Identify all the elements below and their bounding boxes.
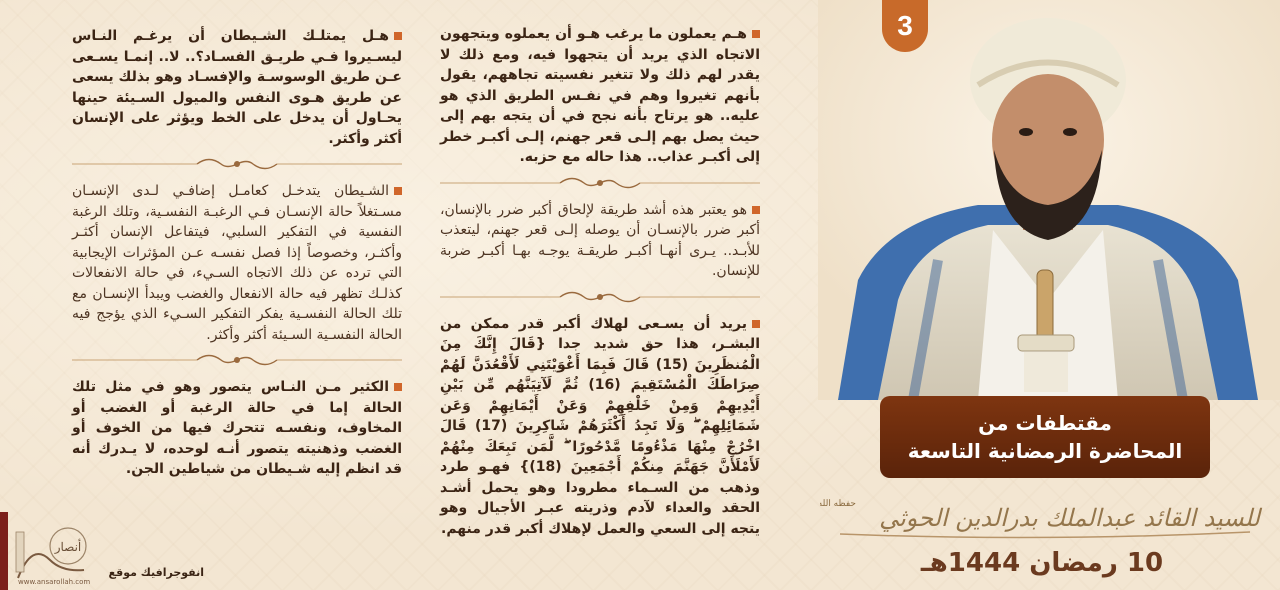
bullet-square-icon (394, 32, 402, 40)
text-column-right (440, 24, 760, 539)
paragraph-text: الشـيطان يتدخـل كعامـل إضافـي لـدى الإنسـان مسـتغلاً حالة الإنسـان فـي الرغبـة النفسـية، وتلك الرغبة النفسية في التفكير السلبي، فيتفاعل الإنسان أكثـر وأكثـر، وخصوصاً إذا فصل نفسـه عـن المؤثرات الإيجابية التي ترده عن ذلك الاتجاه السـيء، في حالة الانفعالات كذلـك تظهر فيه حالة الانفعال والغضب ويبدأ الإنسـان مع تلك الحالة النفسـية يفكر التفكير السـيء الذي يؤجج فيه الحالة النفسـية السـيئة أكثر وأكثر. (72, 183, 402, 343)
paragraph-text: هـل يمتلـك الشـيطان أن يرغـم النـاس ليسـيروا فـي طريـق الفسـاد؟.. لا.. إنمـا يسـعى عـن طريق الوسوسـة والإفسـاد وهو بذلك يسعى عن طريق هـوى النفس والميول السـيئة حينها يحـاول أن يدخل على الخط ويؤثر على الإنسان أكثر وأكثر. (72, 28, 402, 147)
edge-strip (0, 512, 8, 590)
speaker-portrait (818, 0, 1280, 400)
svg-text:للسيد القائد عبدالملك بدرالدين: للسيد القائد عبدالملك بدرالدين الحوثي (879, 504, 1260, 532)
paragraph (72, 377, 402, 480)
calligraphy-signature (820, 484, 1270, 544)
section-number-badge: 3 (882, 0, 928, 52)
title-line-1: مقتطفات من (978, 411, 1112, 435)
paragraph-text: هـم يعملون ما يرغب هـو أن يعملوه ويتجهون الاتجاه الذي يريد أن يتجهوا فيه، ومع ذلك لا يقدر لهم ذلك ولا تتغير نفسيته تجاههم، يقول بأنهم تغيروا وهم في نفـس الطريق الذي هو عليه.. هو يرتاح بأنه نجح في أن يتجه بهم إلى حيث يصل بهم إلـى قعر جهنم، إلـى أكبـر خطر إلى أكبـر عذاب.. هذا حاله مع حزبه. (440, 26, 760, 165)
paragraph (72, 26, 402, 149)
logo-url: www.ansarollah.com (18, 578, 91, 586)
text-column-left (72, 26, 402, 480)
svg-text:حفظه الله: حفظه الله (820, 499, 856, 509)
ornament-divider (440, 172, 760, 194)
title-line-2: المحاضرة الرمضانية التاسعة (907, 439, 1183, 463)
footer-infographic-label: انفوجرافيك موقع (108, 566, 204, 579)
paragraph (440, 314, 760, 540)
lecture-date: 10 رمضان 1444هـ (920, 548, 1164, 578)
title-box (880, 396, 1210, 478)
bullet-square-icon (752, 206, 760, 214)
paragraph (72, 181, 402, 345)
ansarollah-logo (12, 520, 92, 586)
ornament-divider (72, 153, 402, 175)
bullet-square-icon (752, 30, 760, 38)
paragraph-text: الكثير مـن النـاس يتصور وهو في مثل تلك الحالة إما في حالة الرغبة أو الغضب أو المخاوف، ونفسـه تتحرك فيها من الخوف أو الغضب وذهنيته يتصور أنـه لوحده، لا يـدرك أنه قد انظم إليه شـيطان من شياطين الجن. (72, 379, 402, 477)
bullet-square-icon (394, 383, 402, 391)
ornament-divider (440, 286, 760, 308)
paragraph (440, 200, 760, 282)
bullet-square-icon (394, 187, 402, 195)
bullet-square-icon (752, 320, 760, 328)
paragraph-text: يريد أن يسـعى لهلاك أكبر قدر ممكن من البشـر، هذا حق شديد جدا {قَالَ إِنَّكَ مِنَ الْمُنظَرِينَ (15) قَالَ فَبِمَا أَغْوَيْتَنِي لَأَقْعُدَنَّ لَهُمْ صِرَاطَكَ الْمُسْتَقِيمَ (16) ثُمَّ لَآتِيَنَّهُم مِّن بَيْنِ أَيْدِيهِمْ وَمِنْ خَلْفِهِمْ وَعَنْ أَيْمَانِهِمْ وَعَن شَمَائِلِهِمْ ۖ وَلَا تَجِدُ أَكْثَرَهُمْ شَاكِرِينَ (17) قَالَ اخْرُجْ مِنْهَا مَذْءُومًا مَّدْحُورًا ۖ لَّمَن تَبِعَكَ مِنْهُمْ لَأَمْلَأَنَّ جَهَنَّمَ مِنكُمْ أَجْمَعِينَ (18)} فهـو طرد وذهب من السـماء مطرودا وهو يحمل أشـد الحقد والعداء لآدم وذريته عبـر الأجيال وهو يتجه إلى السعي والعمل لإهلاك أكبر قدر منهم. (440, 315, 760, 537)
paragraph-text: هو يعتبر هذه أشد طريقة لإلحاق أكبر ضرر بالإنسان، أكبر ضرر بالإنسـان أن يوصله إلـى قعر جهنم، ليتعذب للأبـد.. يـرى أنهـا أكبـر طريقـة يوجـه بهـا أكبـر ضربة للإنسان. (440, 201, 760, 279)
ornament-divider (72, 349, 402, 371)
svg-text:أنصار: أنصار (54, 540, 82, 554)
paragraph (440, 24, 760, 168)
